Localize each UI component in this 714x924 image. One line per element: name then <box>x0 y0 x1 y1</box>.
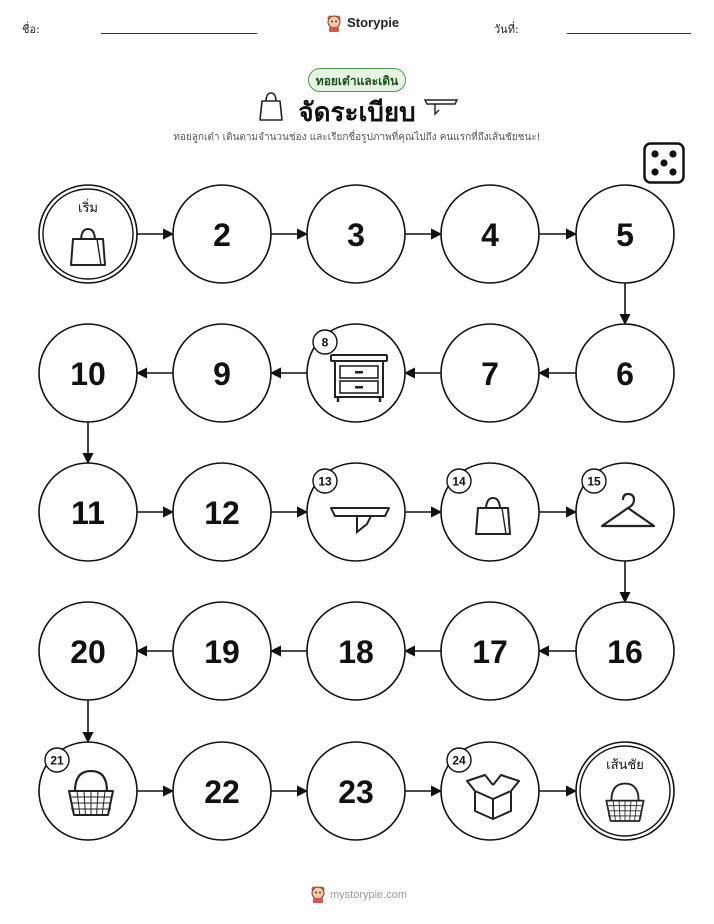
board-cell <box>173 185 271 283</box>
board-cell <box>576 185 674 283</box>
cell-number: 13 <box>318 474 332 489</box>
board-cell <box>441 324 539 422</box>
cell-number: 6 <box>616 356 634 392</box>
board-cell <box>39 602 137 700</box>
cell-number: 9 <box>213 356 231 392</box>
cell-number: 2 <box>213 217 231 253</box>
finish-label: เส้นชัย <box>606 757 644 772</box>
board-cell <box>576 324 674 422</box>
game-tag: ทอยเต๋าและเดิน <box>308 68 406 92</box>
cell-number: 12 <box>204 495 240 531</box>
board-cell <box>441 185 539 283</box>
storypie-logo-icon <box>310 885 326 903</box>
cell-number: 5 <box>616 217 634 253</box>
cell-number: 14 <box>452 474 466 489</box>
cell-number: 3 <box>347 217 365 253</box>
board-cell <box>307 185 405 283</box>
cell-number: 23 <box>338 774 374 810</box>
board-cell <box>441 463 539 561</box>
board-cell <box>39 742 137 840</box>
board-cell <box>173 324 271 422</box>
page-title: จัดระเบียบ <box>298 98 416 128</box>
nightstand-icon <box>331 355 387 402</box>
cell-number: 20 <box>70 634 106 670</box>
board-cell <box>173 602 271 700</box>
cell-number: 24 <box>452 753 466 768</box>
cell-number: 10 <box>70 356 106 392</box>
cell-number: 7 <box>481 356 499 392</box>
cell-number: 16 <box>607 634 643 670</box>
board-cell <box>173 742 271 840</box>
board-cell <box>307 742 405 840</box>
cell-number: 4 <box>481 217 499 253</box>
board-cell <box>173 463 271 561</box>
board-cell <box>307 602 405 700</box>
start-label: เริ่ม <box>78 200 98 215</box>
board-cell <box>39 324 137 422</box>
cell-number: 15 <box>587 474 601 489</box>
finish-cell <box>576 742 674 840</box>
board-cell <box>576 602 674 700</box>
cell-number: 11 <box>71 495 105 531</box>
cell-number: 17 <box>472 634 508 670</box>
cell-number: 21 <box>50 753 64 768</box>
board-cell <box>39 463 137 561</box>
brand-name: Storypie <box>347 15 400 30</box>
board-cell <box>441 742 539 840</box>
cell-number: 19 <box>204 634 240 670</box>
cell-number: 18 <box>338 634 374 670</box>
date-label: วันที่: <box>494 23 519 36</box>
board-cell <box>307 324 405 422</box>
board-cell <box>441 602 539 700</box>
cell-number: 8 <box>321 335 329 350</box>
footer-url: mystorypie.com <box>330 889 408 901</box>
name-label: ชื่อ: <box>22 23 40 36</box>
board-cell <box>576 463 674 561</box>
start-cell <box>39 185 137 283</box>
instructions: ทอยลูกเต๋า เดินตามจำนวนช่อง และเรียกชื่อรูปภาพที่คุณไปถึง คนแรกที่ถึงเส้นชัยชนะ! <box>173 132 541 143</box>
board-cell <box>307 463 405 561</box>
cell-number: 22 <box>204 774 240 810</box>
